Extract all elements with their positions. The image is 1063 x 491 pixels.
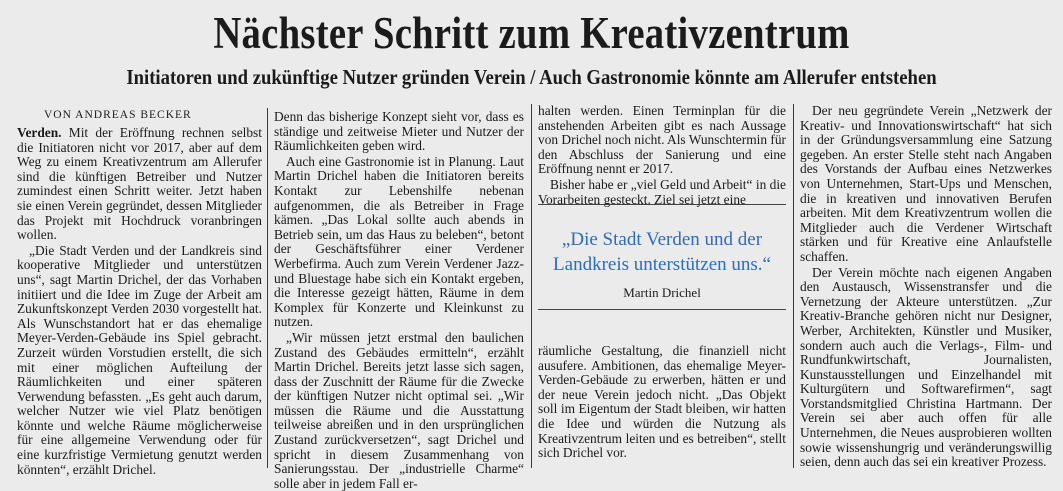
pull-quote-author: Martin Drichel <box>623 285 701 300</box>
column-1 <box>17 126 262 477</box>
paragraph: räumliche Gestaltung, die finanziell nicht ausufere. Ambitionen, das ehemalige Meyer-Verden-Gebäude zu erwerben, hätten er und der neue Verein jedoch nicht. „Das Objekt soll im Eigentum der Stadt bleiben, wir hatten die Idee und würden die Nutzung als Kreativzentrum leiten und es betreiben“, stellt sich Drichel vor. <box>538 343 786 461</box>
column-2 <box>274 110 524 491</box>
paragraph: Der neu gegründete Verein „Netzwerk der Kreativ- und Innovationswirtschaft“ hat sich in der Gründungsversammlung eine Satzung gegeben. An erster Stelle steht nach Angaben des Vorstands der Aufbau eines Netzwerkes von Unternehmen, Start-Ups und Menschen, die in kreativen und innovativen Berufen arbeiten. Mit dem Kreativzentrum wollen die Mitglieder auch die Verdener Wirtschaft stärken und für Kreative eine Anlaufstelle schaffen. <box>800 103 1052 264</box>
paragraph: Auch eine Gastronomie ist in Planung. Laut Martin Drichel haben die Initiatoren bereits Kontakt zur Lebenshilfe nebenan aufgenommen, die als Betreiber in Frage kämen. „Das Lokal sollte auch abends in Betrieb sein, um das Haus zu beleben“, betont der Geschäftsführer einer Verdener Werbefirma. Auch zum Verein Verdener Jazz- und Bluestage habe sich ein Kontakt ergeben, die Interesse gezeigt hätten, Räume in dem Komplex für Konzerte und Kleinkunst zu nutzen. <box>274 153 524 330</box>
column-3-bottom <box>538 344 786 461</box>
paragraph: Denn das bisherige Konzept sieht vor, dass es ständige und zeitweise Mieter und Nutzer der Räumlichkeiten geben wird. <box>274 109 524 154</box>
paragraph: Der Verein möchte nach eigenen Angaben den Austausch, Wissenstransfer und die Vernetzung der Akteure unterstützen. „Zur Kreativ-Branche gehören nicht nur Designer, Werber, Architekten, Künstler und Musiker, sondern auch auch die Verlags-, Film- und Rundfunkwirtschaft, Journalisten, Kunstausstellungen und Einzelhandel mit Kulturgütern und Softwarefirmen“, sagt Vorstandsmitglied Christina Hartmann. Der Verein sei aber auch offen für alle Unternehmen, die Neues ausprobieren wollten sowie wissenshungrig und veränderungswillig seien, denn auch das sei ein kreativer Prozess. <box>800 264 1052 470</box>
kicker: Verden. <box>17 125 62 140</box>
column-4 <box>800 104 1052 470</box>
pull-quote-text: „Die Stadt Verden und der Landkreis unterstützen uns.“ <box>553 229 771 275</box>
paragraph: „Die Stadt Verden und der Landkreis sind kooperative Mitglieder und unterstützen uns“, sagt Martin Drichel, der das Vorhaben initiiert und die Idee im Zuge der Arbeit am Zukunftskonzept Verden 2030 vorgestellt hat. Als Wunschstandort hat er das ehemalige Meyer-Verden-Gebäude ins Spiel gebracht. Zurzeit würden Vorstudien erstellt, die sich mit einer möglichen Aufteilung der Räumlichkeiten und einer späteren Verwendung befassten. „Es geht auch darum, welcher Nutzer wie viel Platz benötigen könnte und welche Räume möglicherweise für eine allgemeine Verwendung oder für eine kurzfristige Vermietung genutzt werden könnten“, erzählt Drichel. <box>17 242 262 477</box>
pull-quote <box>538 204 786 310</box>
paragraph-text: Mit der Eröffnung rechnen selbst die Initiatoren nicht vor 2017, aber auf dem Weg zu einem Kreativzentrum am Allerufer sind die künftigen Betreiber und Nutzer zumindest einen Schritt weiter. Jetzt haben sie einen Verein gegründet, dessen Mitglieder das Projekt mit Hochdruck voranbringen wollen. <box>17 125 262 243</box>
paragraph: halten werden. Einen Terminplan für die anstehenden Arbeiten gibt es nach Aussage von Drichel noch nicht. Als Wunschtermin für den Abschluss der Sanierung und eine Eröffnung nennt er 2017. <box>538 103 787 177</box>
headline: Nächster Schritt zum Kreativzentrum <box>213 8 850 58</box>
column-3-top <box>538 104 786 207</box>
paragraph: Bisher habe er „viel Geld und Arbeit“ in die Vorarbeiten gesteckt. Ziel sei jetzt eine <box>538 176 786 207</box>
byline: VON ANDREAS BECKER <box>44 109 192 121</box>
paragraph <box>17 126 262 243</box>
subheadline: Initiatoren und zukünftige Nutzer gründen Verein / Auch Gastronomie könnte am Allerufer entstehen <box>126 65 937 89</box>
column-rule-2 <box>531 104 532 468</box>
column-rule-3 <box>793 104 794 468</box>
column-rule-1 <box>267 108 268 468</box>
paragraph: „Wir müssen jetzt erstmal den baulichen Zustand des Gebäudes ermitteln“, erzählt Martin Drichel. Bereits jetzt lasse sich sagen, dass der Zuschnitt der Räume für die Zwecke der künftigen Nutzer nicht optimal sei. „Wir müssen die Räume und die Ausstattung teilweise abreißen und in den ursprünglichen Zustand zurückversetzen“, sagt Drichel und spricht in diesem Zusammenhang von Sanierungsstau. Der „industrielle Charme“ solle aber in jedem Fall er- <box>274 329 524 491</box>
